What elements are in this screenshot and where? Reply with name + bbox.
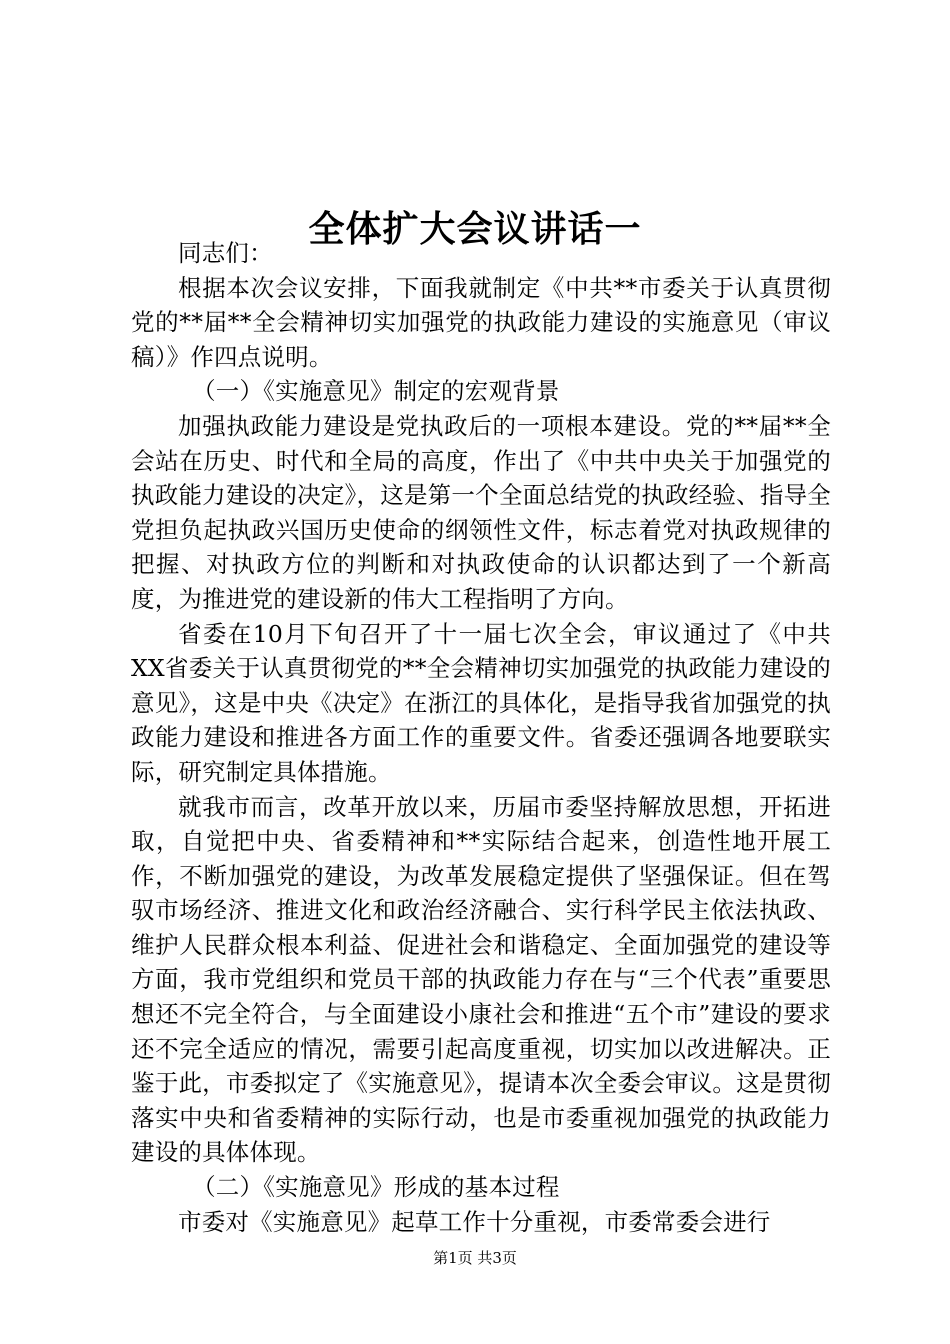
paragraph-background: 加强执政能力建设是党执政后的一项根本建设。党的**届**全会站在历史、时代和全局的高度，作出了《中共中央关于加强党的执政能力建设的决定》，这是第一个全面总结党的执政经验、指导全党担负起执政兴国历史使命的纲领性文件，标志着党对执政规律的把握、对执政方位的判断和对执政使命的认识都达到了一个新高度，为推进党的建设新的伟大工程指明了方向。: [131, 411, 831, 613]
document-body: [131, 236, 831, 1239]
page-number-footer: 第1页 共3页: [433, 1249, 517, 1267]
section-heading-1: （一）《实施意见》制定的宏观背景: [192, 377, 560, 406]
paragraph-city: 就我市而言，改革开放以来，历届市委坚持解放思想，开拓进取，自觉把中央、省委精神和**实际结合起来，创造性地开展工作，不断加强党的建设，为改革发展稳定提供了坚强保证。但在驾驭市场经济、推进文化和政治经济融合、实行科学民主依法执政、维护人民群众根本利益、促进社会和谐稳定、全面加强党的建设等方面，我市党组织和党员干部的执政能力存在与“三个代表”重要思想还不完全符合，与全面建设小康社会和推进“五个市”建设的要求还不完全适应的情况，需要引起高度重视，切实加以改进解决。正鉴于此，市委拟定了《实施意见》，提请本次全委会审议。这是贯彻落实中央和省委精神的实际行动，也是市委重视加强党的执政能力建设的具体体现。: [131, 792, 831, 1167]
paragraph-intro: 根据本次会议安排，下面我就制定《中共**市委关于认真贯彻党的**届**全会精神切实加强党的执政能力建设的实施意见（审议稿）》作四点说明。: [131, 273, 831, 371]
salutation: 同志们：: [178, 239, 273, 267]
document-title: 全体扩大会议讲话一: [308, 209, 642, 251]
paragraph-process: 市委对《实施意见》起草工作十分重视，市委常委会进行: [178, 1207, 771, 1236]
paragraph-province: 省委在10月下旬召开了十一届七次全会，审议通过了《中共XX省委关于认真贯彻党的**全会精神切实加强党的执政能力建设的意见》，这是中央《决定》在浙江的具体化，是指导我省加强党的执政能力建设和推进各方面工作的重要文件。省委还强调各地要联实际，研究制定具体措施。: [131, 619, 831, 786]
section-heading-2: （二）《实施意见》形成的基本过程: [192, 1173, 560, 1202]
